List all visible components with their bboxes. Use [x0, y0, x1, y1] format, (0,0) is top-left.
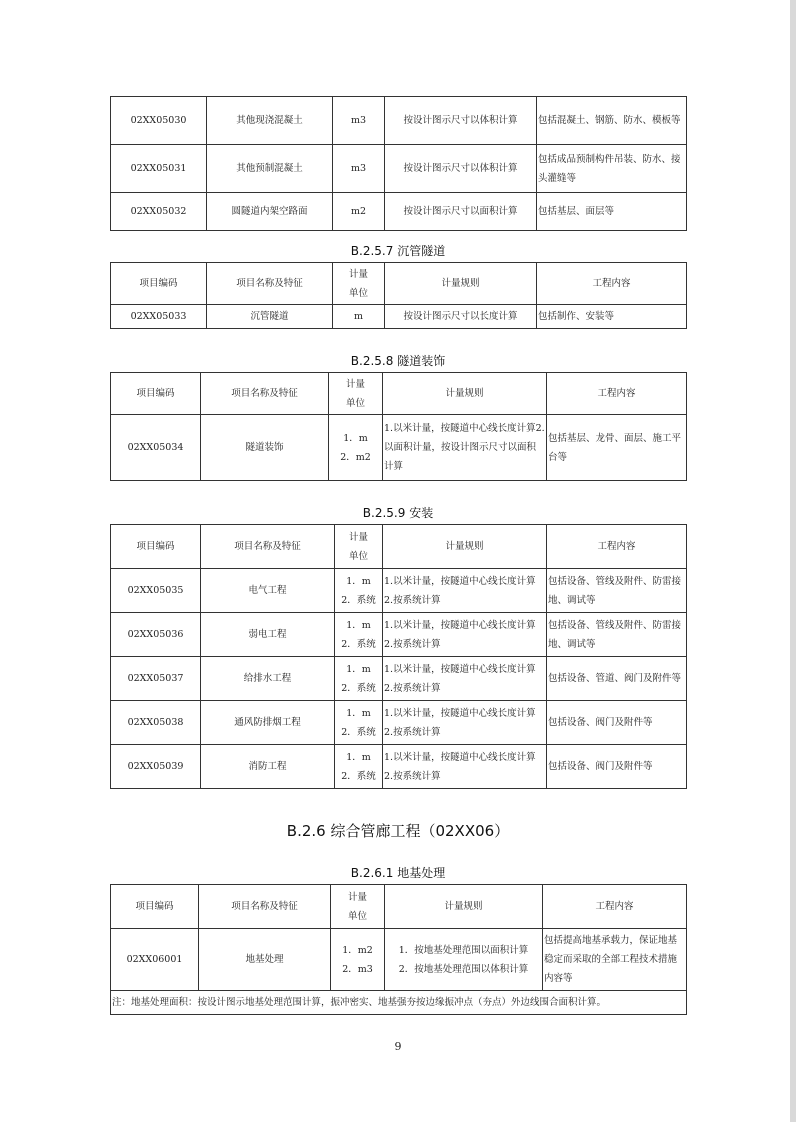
cell-unit: 1．m 2．系统	[335, 745, 383, 789]
header-work: 工程内容	[537, 263, 687, 305]
header-rule: 计量规则	[383, 373, 547, 415]
cell-rule: 1.以米计量，按隧道中心线长度计算 2.按系统计算	[383, 613, 547, 657]
cell-name: 给排水工程	[201, 657, 335, 701]
table-row	[111, 657, 687, 701]
header-code: 项目编码	[111, 525, 201, 569]
table-header-row	[111, 263, 687, 305]
header-unit: 计量 单位	[335, 525, 383, 569]
cell-code: 02XX05031	[111, 145, 207, 193]
cell-rule: 1.以米计量，按隧道中心线长度计算 2.按系统计算	[383, 569, 547, 613]
cell-rule: 1.以米计量，按隧道中心线长度计算 2.按系统计算	[383, 745, 547, 789]
header-name: 项目名称及特征	[199, 885, 331, 929]
cell-unit: m2	[333, 193, 385, 231]
table-header-row	[111, 373, 687, 415]
cell-work: 包括设备、管线及附件、防雷接地、调试等	[547, 613, 687, 657]
cell-rule: 1.以米计量，按隧道中心线长度计算 2.按系统计算	[383, 701, 547, 745]
header-code: 项目编码	[111, 373, 201, 415]
page-number: 9	[394, 1040, 402, 1053]
cell-rule: 1.以米计量，按隧道中心线长度计算2.以面积计量，按设计图示尺寸以面积计算	[383, 415, 547, 481]
header-rule: 计量规则	[385, 885, 543, 929]
cell-name: 沉管隧道	[207, 305, 333, 329]
header-work: 工程内容	[547, 525, 687, 569]
cell-unit: 1．m 2．系统	[335, 613, 383, 657]
table-row	[111, 97, 687, 145]
cell-unit: m	[333, 305, 385, 329]
table-b259	[110, 524, 687, 789]
cell-work: 包括基层、龙骨、面层、施工平台等	[547, 415, 687, 481]
cell-rule: 按设计图示尺寸以体积计算	[385, 145, 537, 193]
cell-work: 包括制作、安装等	[537, 305, 687, 329]
section-heading-b26: B.2.6 综合管廊工程（02XX06）	[286, 822, 510, 840]
cell-name: 其他预制混凝土	[207, 145, 333, 193]
cell-name: 隧道装饰	[201, 415, 329, 481]
table-continued	[110, 96, 687, 231]
cell-code: 02XX05034	[111, 415, 201, 481]
cell-name: 圆隧道内架空路面	[207, 193, 333, 231]
table-b257	[110, 262, 687, 329]
cell-name: 消防工程	[201, 745, 335, 789]
cell-rule: 按设计图示尺寸以体积计算	[385, 97, 537, 145]
section-caption-b259: B.2.5.9 安装	[362, 506, 434, 520]
cell-unit: m3	[333, 97, 385, 145]
cell-unit: 1．m 2．系统	[335, 569, 383, 613]
cell-work: 包括提高地基承载力，保证地基稳定而采取的全部工程技术措施内容等	[543, 929, 687, 991]
cell-unit: 1．m 2．系统	[335, 657, 383, 701]
cell-unit: 1．m 2．系统	[335, 701, 383, 745]
cell-name: 电气工程	[201, 569, 335, 613]
table-row	[111, 569, 687, 613]
cell-code: 02XX05038	[111, 701, 201, 745]
header-unit: 计量 单位	[331, 885, 385, 929]
section-caption-b261: B.2.6.1 地基处理	[350, 866, 446, 880]
cell-code: 02XX05032	[111, 193, 207, 231]
header-rule: 计量规则	[383, 525, 547, 569]
table-row	[111, 613, 687, 657]
cell-rule: 按设计图示尺寸以面积计算	[385, 193, 537, 231]
cell-work: 包括基层、面层等	[537, 193, 687, 231]
section-caption-b257: B.2.5.7 沉管隧道	[350, 244, 446, 258]
page-edge	[790, 0, 796, 1122]
table-row	[111, 145, 687, 193]
header-unit: 计量 单位	[329, 373, 383, 415]
header-work: 工程内容	[547, 373, 687, 415]
table-row	[111, 929, 687, 991]
header-name: 项目名称及特征	[201, 525, 335, 569]
table-header-row	[111, 525, 687, 569]
header-name: 项目名称及特征	[201, 373, 329, 415]
cell-name: 地基处理	[199, 929, 331, 991]
cell-code: 02XX05036	[111, 613, 201, 657]
cell-code: 02XX05037	[111, 657, 201, 701]
cell-unit: 1．m2 2．m3	[331, 929, 385, 991]
cell-name: 其他现浇混凝土	[207, 97, 333, 145]
cell-code: 02XX05039	[111, 745, 201, 789]
table-b261	[110, 884, 687, 1015]
cell-code: 02XX05035	[111, 569, 201, 613]
table-row	[111, 745, 687, 789]
table-row	[111, 415, 687, 481]
cell-unit: 1．m 2．m2	[329, 415, 383, 481]
cell-work: 包括混凝土、钢筋、防水、模板等	[537, 97, 687, 145]
header-code: 项目编码	[111, 263, 207, 305]
section-caption-b258: B.2.5.8 隧道装饰	[350, 354, 446, 368]
cell-rule: 1．按地基处理范围以面积计算 2．按地基处理范围以体积计算	[385, 929, 543, 991]
header-unit: 计量 单位	[333, 263, 385, 305]
cell-work: 包括设备、管道、阀门及附件等	[547, 657, 687, 701]
cell-work: 包括设备、阀门及附件等	[547, 701, 687, 745]
header-rule: 计量规则	[385, 263, 537, 305]
cell-work: 包括设备、阀门及附件等	[547, 745, 687, 789]
cell-work: 包括成品预制构件吊装、防水、接头灌缝等	[537, 145, 687, 193]
cell-name: 弱电工程	[201, 613, 335, 657]
cell-code: 02XX06001	[111, 929, 199, 991]
header-work: 工程内容	[543, 885, 687, 929]
cell-code: 02XX05033	[111, 305, 207, 329]
header-code: 项目编码	[111, 885, 199, 929]
cell-work: 包括设备、管线及附件、防雷接地、调试等	[547, 569, 687, 613]
header-name: 项目名称及特征	[207, 263, 333, 305]
cell-rule: 1.以米计量，按隧道中心线长度计算 2.按系统计算	[383, 657, 547, 701]
table-row	[111, 305, 687, 329]
cell-code: 02XX05030	[111, 97, 207, 145]
table-note: 注：地基处理面积：按设计图示地基处理范围计算，振冲密实、地基强夯按边缘振冲点（夯点）外边线围合面积计算。	[111, 991, 687, 1015]
table-row	[111, 193, 687, 231]
table-header-row	[111, 885, 687, 929]
table-row	[111, 701, 687, 745]
cell-rule: 按设计图示尺寸以长度计算	[385, 305, 537, 329]
table-b258	[110, 372, 687, 481]
table-note-row	[111, 991, 687, 1015]
cell-unit: m3	[333, 145, 385, 193]
cell-name: 通风防排烟工程	[201, 701, 335, 745]
